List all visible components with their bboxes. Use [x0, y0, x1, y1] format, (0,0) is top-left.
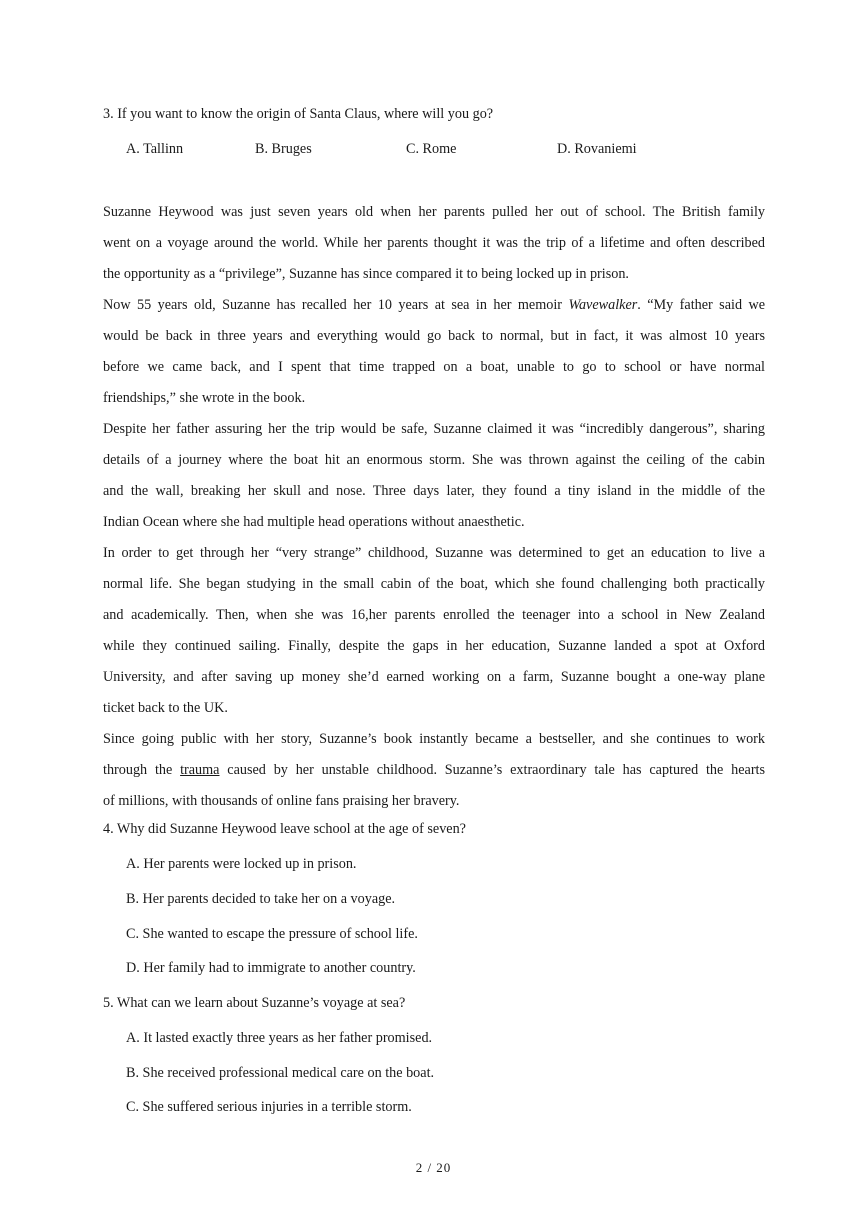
passage-line: Despite her father assuring her the trip would be safe, Suzanne claimed it was “incredibly dangerous”, sharing — [103, 421, 765, 437]
passage-line: University, and after saving up money she’d earned working on a farm, Suzanne bought a one-way plane — [103, 669, 765, 685]
underlined-word: trauma — [180, 762, 220, 778]
passage — [103, 203, 765, 823]
passage-text: . “My father said we — [637, 297, 765, 313]
question-3-option-a: A. Tallinn — [126, 141, 184, 157]
page-number: 2 / 20 — [415, 1160, 452, 1175]
passage-line: details of a journey where the boat hit an enormous storm. She was thrown against the ceiling of the cabin — [103, 452, 765, 468]
question-3-option-d: D. Rovaniemi — [557, 141, 637, 157]
question-3-stem: 3. If you want to know the origin of Santa Claus, where will you go? — [103, 106, 494, 122]
question-3-option-c: C. Rome — [406, 141, 457, 157]
passage-line: In order to get through her “very strange” childhood, Suzanne was determined to get an education to live a — [103, 545, 765, 561]
passage-line: before we came back, and I spent that time trapped on a boat, unable to go to school or have normal — [103, 359, 765, 375]
passage-line: would be back in three years and everything would go back to normal, but in fact, it was almost 10 years — [103, 328, 765, 344]
passage-line: of millions, with thousands of online fans praising her bravery. — [103, 793, 460, 809]
passage-line: Suzanne Heywood was just seven years old when her parents pulled her out of school. The British family — [103, 204, 765, 220]
passage-line: normal life. She began studying in the small cabin of the boat, which she found challenging both practically — [103, 576, 765, 592]
passage-line — [103, 761, 765, 792]
passage-text: caused by her unstable childhood. Suzanne’s extraordinary tale has captured the hearts — [219, 762, 765, 778]
passage-line — [103, 296, 765, 327]
passage-line: went on a voyage around the world. While her parents thought it was the trip of a lifetime and often described — [103, 235, 765, 251]
passage-line: ticket back to the UK. — [103, 700, 228, 716]
question-3-option-b: B. Bruges — [255, 141, 312, 157]
passage-line: and academically. Then, when she was 16,her parents enrolled the teenager into a school in New Zealand — [103, 607, 765, 623]
question-4-option-a: A. Her parents were locked up in prison. — [126, 856, 357, 872]
passage-text: through the — [103, 762, 181, 778]
question-5-option-c: C. She suffered serious injuries in a terrible storm. — [126, 1099, 412, 1115]
question-4-stem: 4. Why did Suzanne Heywood leave school at the age of seven? — [103, 821, 466, 837]
question-5-option-a: A. It lasted exactly three years as her father promised. — [126, 1030, 433, 1046]
passage-line: Indian Ocean where she had multiple head operations without anaesthetic. — [103, 514, 525, 530]
passage-line: the opportunity as a “privilege”, Suzanne has since compared it to being locked up in prison. — [103, 266, 629, 282]
question-4-option-c: C. She wanted to escape the pressure of school life. — [126, 926, 418, 942]
memoir-title: Wavewalker — [568, 297, 638, 313]
passage-line: and the wall, breaking her skull and nose. Three days later, they found a tiny island in the middle of the — [103, 483, 765, 499]
question-5-option-b: B. She received professional medical care on the boat. — [126, 1065, 435, 1081]
question-4-option-b: B. Her parents decided to take her on a voyage. — [126, 891, 396, 907]
question-4-option-d: D. Her family had to immigrate to another country. — [126, 960, 416, 976]
passage-line: Since going public with her story, Suzanne’s book instantly became a bestseller, and she continues to work — [103, 731, 765, 747]
question-5-stem: 5. What can we learn about Suzanne’s voyage at sea? — [103, 995, 406, 1011]
passage-line: friendships,” she wrote in the book. — [103, 390, 306, 406]
passage-line: while they continued sailing. Finally, despite the gaps in her education, Suzanne landed a spot at Oxford — [103, 638, 765, 654]
passage-text: Now 55 years old, Suzanne has recalled her 10 years at sea in her memoir — [103, 297, 569, 313]
